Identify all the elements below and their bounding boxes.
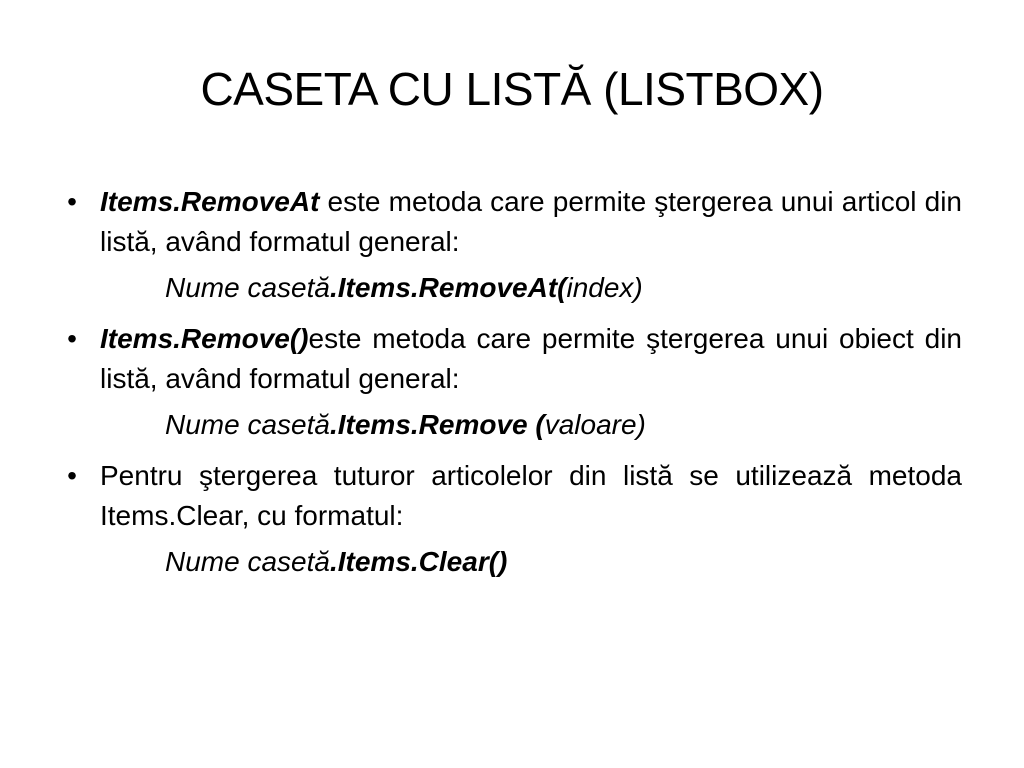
syntax-clear [60,542,962,582]
syntax-prefix: Nume casetă [165,546,330,577]
syntax-removeat [60,268,962,308]
bullet-icon: • [67,460,77,491]
syntax-call: .Items.RemoveAt( [329,272,567,303]
syntax-arg: valoare) [544,409,646,440]
bullet-icon: • [67,323,77,354]
syntax-prefix: Nume casetă [165,409,330,440]
bullet-icon: • [67,186,77,217]
syntax-remove [60,405,962,445]
method-description: este metoda care permite ştergerea unui obiect din listă, având formatul general: [100,323,962,394]
syntax-call: .Items.Remove ( [329,409,545,440]
syntax-prefix: Nume casetă [165,272,330,303]
slide-title: CASETA CU LISTĂ (LISTBOX) [200,63,824,115]
bullet-item-clear [60,456,962,536]
slide-content [60,182,962,593]
method-description: Pentru ştergerea tuturor articolelor din listă se utilizează metoda Items.Clear, cu formatul: [100,460,962,531]
method-name: Items.RemoveAt [100,186,320,217]
syntax-arg: index) [566,272,643,303]
bullet-item-removeat [60,182,962,262]
method-description: este metoda care permite ştergerea unui articol din listă, având formatul general: [100,186,962,257]
syntax-call: .Items.Clear() [329,546,508,577]
bullet-item-remove [60,319,962,399]
method-name: Items.Remove() [100,323,309,354]
